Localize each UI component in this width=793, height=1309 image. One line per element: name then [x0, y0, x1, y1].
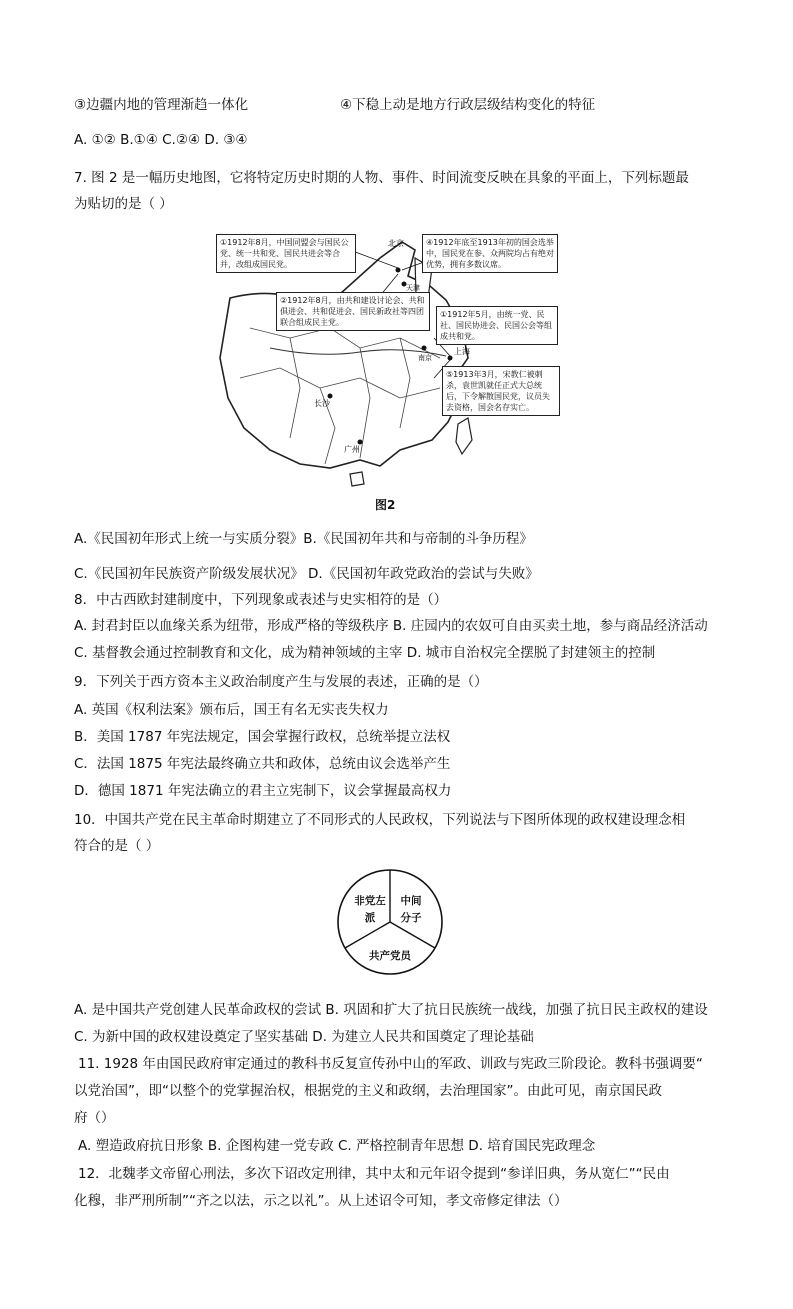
- question-12-stem-line2: 化穆，非严刑所制”“齐之以法，示之以礼”。从上述诏令可知，孝文帝修定律法（）: [74, 1193, 568, 1209]
- question-8-stem: 8．中古西欧封建制度中，下列现象或表述与史实相符的是（）: [74, 592, 448, 608]
- city-marker: [422, 346, 427, 351]
- city-marker: [358, 440, 363, 445]
- city-marker: [448, 356, 453, 361]
- question-7-stem-line1: 7. 图 2 是一幅历史地图，它将特定历史时期的人物、事件、时间流变反映在具象的平面上，下列标题最: [74, 170, 689, 186]
- question-7-options-ab: A.《民国初年形式上统一与实质分裂》B.《民国初年共和与帝制的斗争历程》: [74, 531, 533, 547]
- province-line: [240, 368, 440, 398]
- question-8-options-ab: A. 封君封臣以血缘关系为纽带，形成严格的等级秩序 B. 庄园内的农奴可自由买卖土地，参与商品经济活动: [74, 618, 708, 634]
- question-9-option-b: B．美国 1787 年宪法规定，国会掌握行政权，总统举提立法权: [74, 729, 451, 745]
- leader-line: [350, 250, 398, 268]
- option-3: ③边疆内地的管理渐趋一体化: [74, 97, 249, 113]
- segment-communists: 共产党员: [369, 950, 411, 962]
- question-11-stem-line3: 府（）: [74, 1110, 115, 1126]
- map-callout-2: ④1912年底至1913年初的国会选举中，国民党在参、众两院均占有绝对优势，拥有多数议席。: [422, 234, 558, 273]
- map-callout-3: ②1912年8月，由共和建设讨论会、共和俱进会、共和促进会、国民新政社等四团联合组成民主党。: [276, 292, 430, 331]
- question-11-stem-line2: 以党治国”，即“以整个的党掌握治权，根据党的主义和政纲，去治理国家”。由此可见，南京国民政: [74, 1083, 662, 1099]
- question-10-stem-line1: 10．中国共产党在民主革命时期建立了不同形式的人民政权，下列说法与下图所体现的政权建设理念相: [74, 812, 686, 828]
- question-6-answers: A. ①② B.①④ C.②④ D. ③④: [74, 132, 248, 148]
- question-9-option-a: A. 英国《权利法案》颁布后，国王有名无实丧失权力: [74, 702, 389, 718]
- city-label-shanghai: 上海: [454, 347, 470, 356]
- taiwan-island: [456, 418, 472, 454]
- question-10-stem-line2: 符合的是（ ）: [74, 838, 160, 854]
- question-9-option-d: D．德国 1871 年宪法确立的君主立宪制下，议会掌握最高权力: [74, 783, 452, 799]
- map-callout-1: ①1912年8月，中国同盟会与国民公党、统一共和党、国民共进会等合并，改组成国民党。: [216, 234, 356, 273]
- city-label-nanjing: 南京: [418, 354, 432, 362]
- question-7-stem-line2: 为贴切的是（ ）: [74, 196, 173, 212]
- map-callout-4: ①1912年5月，由统一党、民社、国民协进会、民国公会等组成共和党。: [436, 306, 558, 345]
- option-4: ④下稳上动是地方行政层级结构变化的特征: [340, 97, 596, 113]
- segment-middle-elements: 中间分子: [400, 895, 422, 924]
- question-10-options-cd: C. 为新中国的政权建设奠定了坚实基础 D. 为建立人民共和国奠定了理论基础: [74, 1029, 534, 1045]
- city-label-tianjin: 天津: [406, 284, 420, 292]
- question-9-option-c: C．法国 1875 年宪法最终确立共和政体，总统由议会选举产生: [74, 756, 451, 772]
- city-label-guangzhou: 广州: [344, 445, 360, 454]
- question-11-stem-line1: 11. 1928 年由国民政府审定通过的教科书反复宣传孙中山的军政、训政与宪政三阶段论。教科书强调要“: [78, 1056, 703, 1072]
- power-structure-diagram: [335, 867, 445, 977]
- hainan-island: [350, 472, 364, 486]
- question-8-options-cd: C. 基督教会通过控制教育和文化，成为精神领域的主宰 D. 城市自治权完全摆脱了封建领主的控制: [74, 645, 656, 661]
- historical-map: [210, 228, 560, 492]
- city-label-beijing: 北京: [388, 239, 404, 248]
- segment-non-party-left: 非党左派: [354, 895, 386, 924]
- question-9-stem: 9．下列关于西方资本主义政治制度产生与发展的表述，正确的是（）: [74, 674, 488, 690]
- question-10-options-ab: A. 是中国共产党创建人民革命政权的尝试 B. 巩固和扩大了抗日民族统一战线，加强了抗日民主政权的建设: [74, 1002, 708, 1018]
- question-12-stem-line1: 12．北魏孝文帝留心刑法，多次下诏改定刑律，其中太和元年诏令提到“参详旧典，务从宽仁”“民由: [78, 1166, 670, 1182]
- city-label-changsha: 长沙: [314, 399, 330, 408]
- province-line: [400, 338, 410, 428]
- question-11-options: A. 塑造政府抗日形象 B. 企图构建一党专政 C. 严格控制青年思想 D. 培育国民宪政理念: [78, 1138, 596, 1154]
- city-marker: [396, 268, 401, 273]
- city-marker: [328, 394, 333, 399]
- map-callout-5: ⑤1913年3月，宋教仁被刺杀，袁世凯就任正式大总统后，下令解散国民党，议员失去资格，国会名存实亡。: [442, 366, 560, 416]
- map-caption: 图2: [375, 498, 396, 512]
- question-7-options-cd: C.《民国初年民族资产阶级发展状况》 D.《民国初年政党政治的尝试与失败》: [74, 566, 539, 582]
